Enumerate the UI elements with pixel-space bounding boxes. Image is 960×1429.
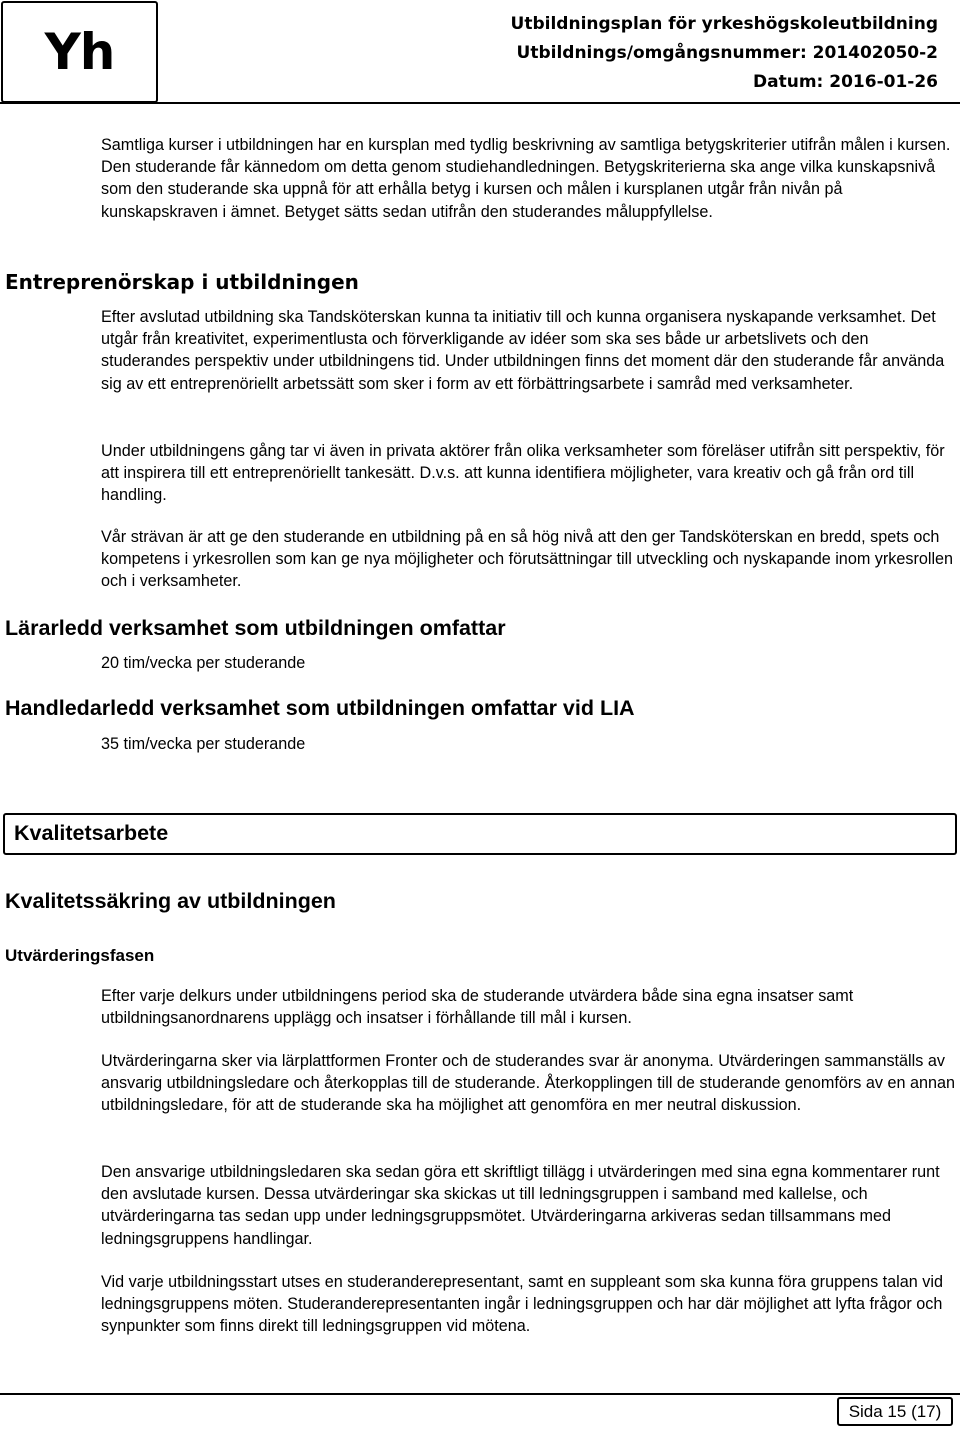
page-number-box <box>837 1397 953 1426</box>
logo-text: Yh <box>44 23 115 81</box>
quality-paragraph-1: Efter varje delkurs under utbildningens period ska de studerande utvärdera både sina egna insatser samt utbildningsanordnarens upplägg och insatser i förhållande till mål i kursen. <box>101 987 854 1028</box>
entrepreneurship-heading: Entreprenörskap i utbildningen <box>5 270 359 294</box>
program-number: Utbildnings/omgångsnummer: 201402050-2 <box>516 43 938 63</box>
supervisor-led-heading: Handledarledd verksamhet som utbildningen omfattar vid LIA <box>5 696 635 720</box>
quality-section-box <box>3 813 957 855</box>
quality-section-title: Kvalitetsarbete <box>14 821 169 845</box>
document-date: Datum: 2016-01-26 <box>753 72 938 92</box>
quality-assurance-heading: Kvalitetssäkring av utbildningen <box>5 889 336 913</box>
page-number: Sida 15 (17) <box>848 1401 942 1421</box>
quality-paragraph-2: Utvärderingarna sker via lärplattformen Fronter och de studerandes svar är anonyma. Utvärderingen sammanställs av ansvarig utbildningsledare och återkopplas till de studerande. Återkopplingen till de studerande genomförs av en annan utbildningsledare, för att de studerande ska ha möjlighet att genomföra en mer neutral diskussion. <box>101 1052 956 1115</box>
teacher-led-heading: Lärarledd verksamhet som utbildningen omfattar <box>5 616 506 640</box>
document-header <box>511 10 938 97</box>
entrepreneurship-paragraph-2: Under utbildningens gång tar vi även in privata aktörer från olika verksamheter som föreläser utifrån sitt perspektiv, för att inspirera till ett entreprenöriellt tankesätt. D.v.s. att kunna identifiera möjligheter, vara kreativ och gå från ord till handling. <box>101 442 945 505</box>
footer-divider <box>0 1393 960 1395</box>
teacher-led-value: 20 tim/vecka per studerande <box>101 654 306 672</box>
header-divider <box>0 102 960 104</box>
quality-paragraph-4: Vid varje utbildningsstart utses en studeranderepresentant, samt en suppleant som ska kunna föra gruppens talan vid ledningsgruppens möten. Studeranderepresentanten ingår i ledningsgruppen och har där möjlighet att lyfta frågor och synpunkter som finns direkt till ledningsgruppen vid mötena. <box>101 1273 943 1336</box>
entrepreneurship-paragraph-3: Vår strävan är att ge den studerande en utbildning på en så hög nivå att den ger Tandsköterskan en bredd, spets och kompetens i yrkesrollen som kan ge nya möjligheter och förutsättningar till utveckling och nyskapande inom yrkesrollen och i verksamheter. <box>101 528 954 591</box>
supervisor-led-value: 35 tim/vecka per studerande <box>101 735 306 753</box>
yh-logo <box>1 1 158 103</box>
evaluation-phase-subheading: Utvärderingsfasen <box>5 946 155 965</box>
entrepreneurship-paragraph-1: Efter avslutad utbildning ska Tandsköterskan kunna ta initiativ till och kunna organisera nyskapande verksamhet. Det utgår från kreativitet, experimentlusta och förverkligande av idéer som ska ses både ur arbetslivets och den studerandes perspektiv under utbildningens tid. Under utbildningen finns det moment där den studerande får använda sig av ett entreprenöriellt arbetssätt som sker i form av ett förbättringsarbete i samråd med verksamheter. <box>101 308 945 393</box>
intro-paragraph: Samtliga kurser i utbildningen har en kursplan med tydlig beskrivning av samtliga betygskriterier utifrån målen i kursen. Den studerande får kännedom om detta genom studiehandledningen. Betygskriterierna ska ange vilka kunskapsnivå som den studerande ska uppnå för att erhålla betyg i kursen och målen i kursplanen utgår från nivån på kunskapskraven i ämnet. Betyget sätts sedan utifrån den studerandes måluppfyllelse. <box>101 136 951 221</box>
document-title: Utbildningsplan för yrkeshögskoleutbildning <box>510 14 938 34</box>
quality-paragraph-3: Den ansvarige utbildningsledaren ska sedan göra ett skriftligt tillägg i utvärderingen med sina egna kommentarer runt den avslutade kursen. Dessa utvärderingar ska skickas ut till ledningsgruppen i samband med kallelse, och utvärderingarna tas sedan upp under ledningsgruppsmötet. Utvärderingarna arkiveras sedan tillsammans med ledningsgruppens handlingar. <box>101 1163 940 1248</box>
